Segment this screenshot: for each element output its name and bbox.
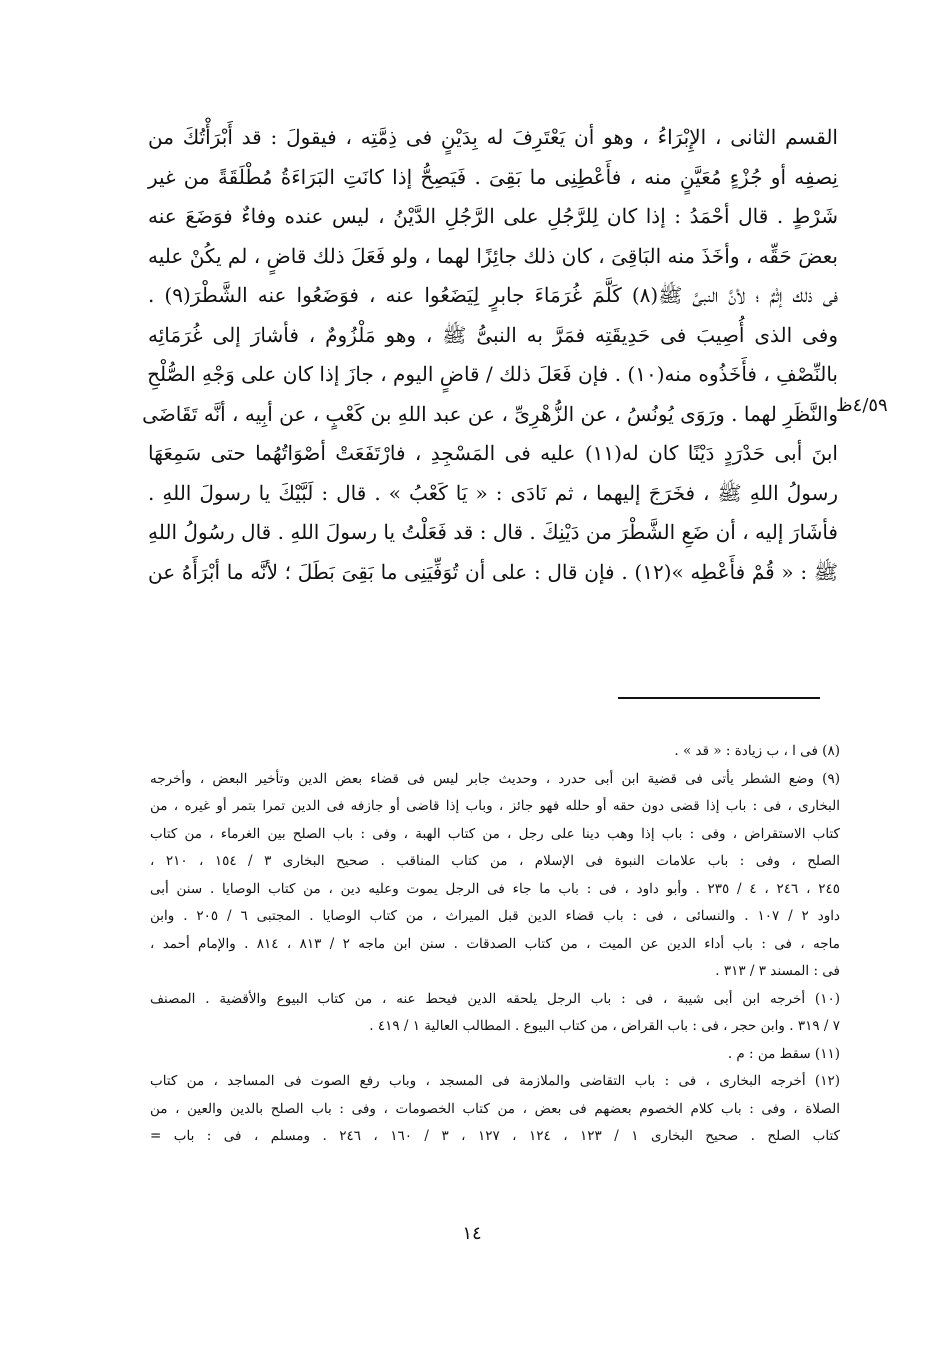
footnote-line: (١١) سقط من : م . (727, 1045, 840, 1062)
main-text-line: نِصفِه أو جُزْءٍ مُعَيَّنٍ منه ، فأَعْطِنِى ما بَقِىَ . فَيَصِحُّ إذا كانَتِ البَرَاءَةُ مُطْلَقَةً من غير (148, 164, 838, 189)
footnote-line: (٨) فى ا ، ب زيادة : « قد » . (674, 743, 840, 759)
footnote-line: البخارى ، فى : باب إذا قضى دون حقه أو حلله فهو جائز ، وباب إذا قاضى أو جازفه فى الدين تمرا بتمر أو غيره ، من (150, 798, 840, 814)
footnote-line: داود ٢ / ١٠٧ . والنسائى ، فى : باب قضاء الدين قبل الميراث ، من كتاب الوصايا . المجتبى ٦ / ٢٠٥ . وابن (150, 908, 840, 924)
footnote-line: ٧ / ٣١٩ . وابن حجر ، فى : باب القراض ، من كتاب البيوع . المطالب العالية ١ / ٤١٩ . (369, 1018, 840, 1034)
main-text-block (142, 118, 838, 592)
main-text-line: فى ذلك إثْمٌ ؛ لأنَّ النبىَّ ﷺ(٨) كَلَّمَ غُرَمَاءَ جابرٍ لِيَضَعُوا عنه ، فوَضَعُوا عنه الشَّطْرَ(٩) . (148, 283, 838, 307)
footnote-line: (٩) وضع الشطر يأتى فى قضية ابن أبى حدرد ، وحديث جابر ليس فى قضاء بعض الدين وتأخير البعض ، وأخرجه (150, 770, 840, 787)
footnote-line: كتاب الصلح . صحيح البخارى ١ / ١٢٣ ، ١٢٤ ، ١٢٧ ، ٣ / ١٦٠ ، ٢٤٦ . ومسلم ، فى : باب = (150, 1128, 840, 1144)
main-text-line: القسم الثانى ، الإِبْرَاءُ ، وهو أن يَعْتَرِفَ له بِدَيْنٍ فى ذِمَّتِه ، فيقولَ : قد أَبْرَأْتُكَ من (148, 125, 838, 149)
main-text-line: بعضَ حَقِّه ، وأخَذَ منه البَاقِىَ ، كان ذلك جائِزًا لهما ، ولو فَعَلَ ذلك قاضٍ ، لم يكُنْ عليه (148, 243, 838, 268)
main-text-line: ﷺ : « قُمْ فأَعْطِه »(١٢) . فإن قال : على أن تُوَفِّيَنِى ما بَقِىَ بَطَلَ ؛ لأنَّه ما أبْرَأَهُ عن (148, 559, 838, 584)
main-text-line: ابنَ أبى حَدْرَدٍ دَيْنًا كان له(١١) عليه فى المَسْجِدِ ، فارْتَفَعَتْ أصْوَاتُهُما حتى سَمِعَهَا (148, 441, 838, 465)
manuscript-folio-reference: ٤/٥٩ظ (836, 395, 888, 416)
footnotes-block (150, 738, 840, 1151)
footnote-line: الصلح ، وفى : باب علامات النبوة فى الإسلام ، من كتاب المناقب . صحيح البخارى ٣ / ١٥٤ ، ٢١٠ ، (150, 853, 840, 869)
main-text-line: رسولُ اللهِ ﷺ ، فخَرَجَ إليهما ، ثم نَادَى : « يَا كَعْبُ » . قال : لَبَّيْكَ يا رسولَ اللهِ . (148, 480, 838, 505)
footnote-line: الصلاة ، وفى : باب كلام الخصوم بعضهم فى بعض ، من كتاب الخصومات ، وفى : باب الصلح بالدين والعين ، من (150, 1100, 840, 1117)
page-number: ١٤ (462, 1223, 482, 1244)
footnote-line: (١٢) أخرجه البخارى ، فى : باب التقاضى والملازمة فى المسجد ، وباب رفع الصوت فى المساجد ، من كتاب (150, 1073, 840, 1089)
main-text-line: شَرْطٍ . قال أحْمَدُ : إذا كان لِلرَّجُلِ على الرَّجُلِ الدَّيْنُ ، ليس عنده وفاءٌ فوَضَعَ عنه (148, 204, 838, 228)
footnote-line: (١٠) أخرجه ابن أبى شيبة ، فى : باب الرجل يلحقه الدين فيحط عنه ، من كتاب البيوع والأقضية . المصنف (150, 990, 840, 1007)
main-text-line: وفى الذى أُصِيبَ فى حَدِيقَتِه فمَرَّ به النبىُّ ﷺ ، وهو مَلْزُومٌ ، فأشارَ إلى غُرَمَائِه (148, 322, 838, 347)
footnote-line: ٢٤٥ ، ٢٤٦ ، ٤ / ٢٣٥ . وأبو داود ، فى : باب ما جاء فى الرجل يموت وعليه دين ، من كتاب الوصايا . سنن أبى (150, 880, 840, 897)
main-text-line: فأشَارَ إليه ، أن ضَعِ الشَّطْرَ من دَيْنِكَ . قال : قد فَعَلْتُ يا رسولَ اللهِ . قال رسُولُ اللهِ (148, 520, 838, 544)
footnote-line: فى : المسند ٣ / ٣١٣ . (715, 963, 840, 979)
main-text-line: بالنِّصْفِ ، فأَخَذُوه منه(١٠) . فإن فَعَلَ ذلك / قاضٍ اليوم ، جازَ إذا كان على وَجْهِ الصُّلْحِ (147, 362, 838, 386)
footnote-line: ماجه ، فى : باب أداء الدين عن الميت ، من كتاب الصدقات . سنن ابن ماجه ٢ / ٨١٣ ، ٨١٤ . والإمام أحمد ، (150, 935, 840, 952)
footnote-separator (618, 697, 820, 699)
main-text-line: والنَّظَرِ لهما . ورَوَى يُونُسُ ، عن الزُّهْرِىِّ ، عن عبد اللهِ بن كَعْبٍ ، عن أبِيه ، أنَّه تَقَاضَى (142, 401, 838, 426)
footnote-line: كتاب الاستقراض ، وفى : باب إذا وهب دينا على رجل ، من كتاب الهبة ، وفى : باب الصلح بين الغرماء ، من كتاب (150, 825, 840, 842)
